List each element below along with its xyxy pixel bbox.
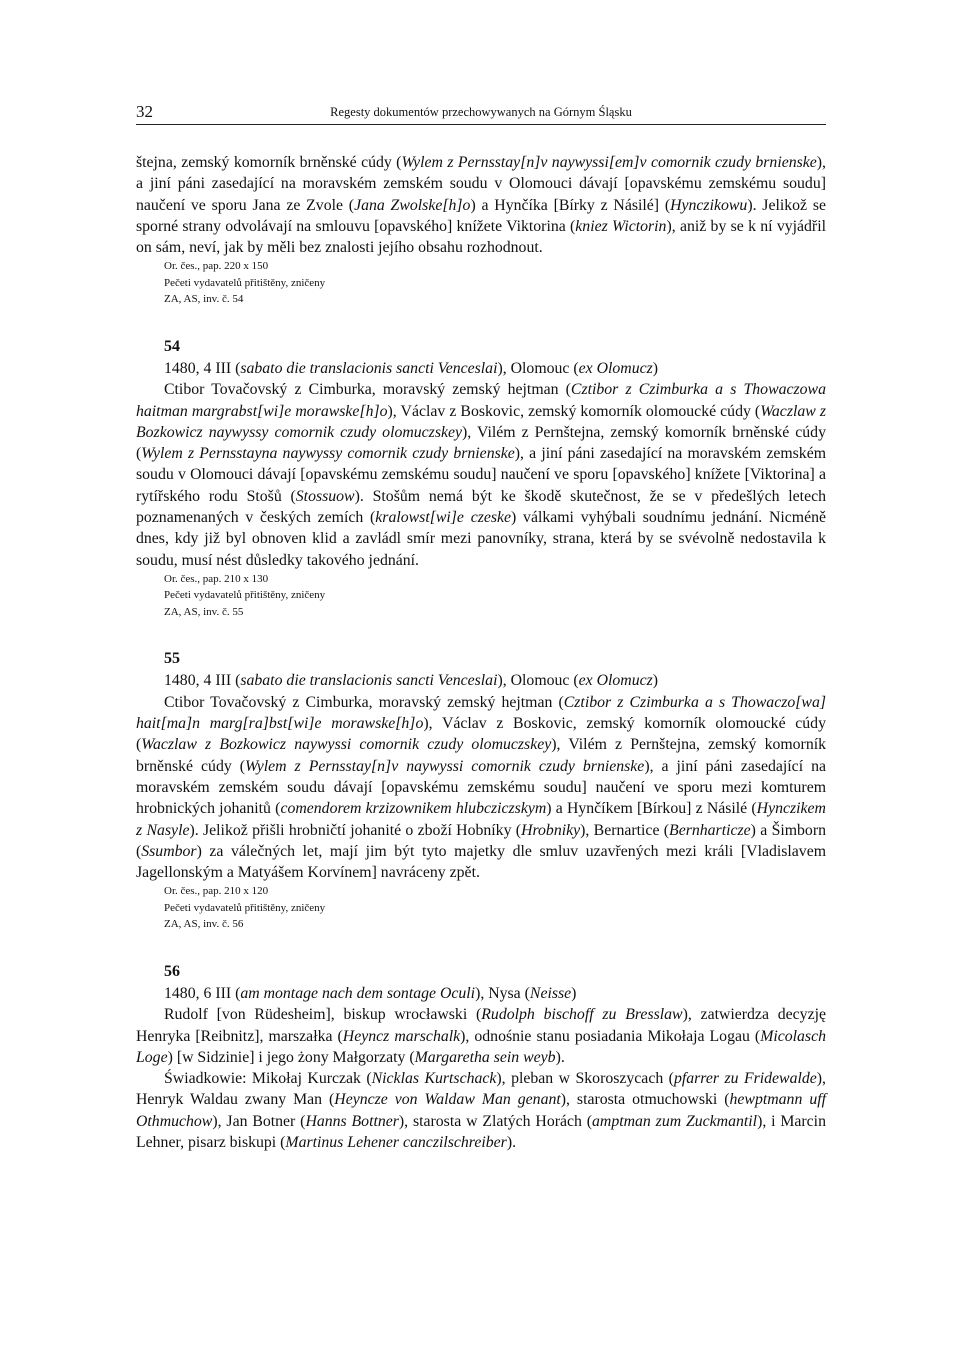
entry-date: 1480, 6 III (am montage nach dem sontage Oculi), Nysa (Neisse) [164,984,577,1002]
entry-53-text: štejna, zemský komorník brněnské cúdy (Wylem z Pernsstay[n]v naywyssi[em]v comornik czudy brnienske), a jiní páni zasedající na moravském zemském soudu v Olomouci dávají [opavskému zemskému soudu] naučení ve sporu Jana ze Zvole (Jana Zwolske[h]o) a Hynčíka [Bírky z Násilé] (Hynczikowu). Jelikož se sporné strany odvolávají na smlouvu [opavského] knížete Viktorina (kniez Wictorin), aniž by se k ní vyjádřil on sám, neví, jak by měli bez znalosti jejího obsahu rozhodnout. [136,154,827,257]
entry-date: 1480, 4 III (sabato die translacionis sancti Venceslai), Olomouc (ex Olomucz) [164,672,659,690]
entry-54 [136,336,826,620]
entry-53-meta-2: Pečeti vydavatelů přitištěny, zničeny [164,276,326,289]
entry-number: 56 [164,962,180,980]
entry-number: 55 [164,650,180,668]
entry-meta-1: Or. čes., pap. 210 x 130 [164,572,269,585]
page-number: 32 [136,102,153,121]
entry-meta-3: ZA, AS, inv. č. 55 [164,605,244,618]
entry-53-meta-3: ZA, AS, inv. č. 54 [164,293,244,306]
entry-text: Ctibor Tovačovský z Cimburka, moravský zemský hejtman (Cztibor z Czimburka a s Thowaczo[wa] hait[ma]n marg[ra]bst[wi]e morawske[h]o), Václav z Boskovic, zemský komorník olomoucké cúdy (Waczlaw z Bozkowicz naywyssi comornik czudy olomuczskey), Vilém z Pernštejna, zemský komorník brněnské cúdy (Wylem z Pernsstay[n]v naywyssi comornik czudy brnienske), a jiní páni zasedající na moravském zemském soudu dávají [opavskému zemskému soudu] naučení ve sporu mezi komturem hrobnických johanitů (comendorem krzizownikem hlubcziczskym) a Hynčíkem [Bírkou] z Násilé (Hynczikem z Nasyle). Jelikož přišli hrobničtí johanité o zboží Hobníky (Hrobniky), Bernartice (Bernharticze) a Šimborn (Ssumbor) za válečných let, mají jim být tyto majetky dle smluv uzavřených mezi králi [Vladislavem Jagellonským a Matyášem Korvínem] navráceny zpět. [136,693,827,882]
entry-53-meta-1: Or. čes., pap. 220 x 150 [164,260,269,273]
entry-meta-1: Or. čes., pap. 210 x 120 [164,885,269,898]
entry-53-continuation [136,152,826,308]
document-body [136,152,826,1153]
entry-meta-2: Pečeti vydavatelů přitištěny, zničeny [164,589,326,602]
entry-text: Rudolf [von Rüdesheim], biskup wrocławski (Rudolph bischoff zu Bresslaw), zatwierdza decyzję Henryka [Reibnitz], marszałka (Heyncz marschalk), odnośnie stanu posiadania Mikołaja Logau (Micolasch Loge) [w Sidzinie] i jego żony Małgorzaty (Margaretha sein weyb). [136,1006,826,1066]
page-header [136,102,826,125]
entry-text: Ctibor Tovačovský z Cimburka, moravský zemský hejtman (Cztibor z Czimburka a s Thowaczowa haitman margrabst[wi]e morawske[h]o), Václav z Boskovic, zemský komorník olomoucké cúdy (Waczlaw z Bozkowicz naywyssy comornik czudy olomuczskey), Vilém z Pernštejna, zemský komorník brněnské cúdy (Wylem z Pernsstayna naywyssy comornik czudy brnienske), a jiní páni zasedající na moravském zemském soudu v Olomouci dávají [opavskému zemskému soudu] naučení ve sporu [opavského] knížete [Viktorina] a rytířského rodu Stošů (Stossuow). Stošům nemá být ke škodě skutečnost, že se v předešlých letech poznamenaných v českých zemích (kralowst[wi]e czeske) válkami vyhýbali soudnímu jednání. Nicméně dnes, kdy již byl obnoven klid a zavládl smír mezi panovníky, strana, která by se svévolně nedostavila k soudu, musí nést důsledky takového jednání. [136,381,827,569]
entry-witnesses: Świadkowie: Mikołaj Kurczak (Nicklas Kurtschack), pleban w Skoroszycach (pfarrer zu Fridewalde), Henryk Waldau zwany Man (Heyncze von Waldaw Man genant), starosta otmuchowski (hewptmann uff Othmuchow), Jan Botner (Hanns Bottner), starosta w Zlatých Horách (amptman zum Zuckmantil), i Marcin Lehner, pisarz biskupi (Martinus Lehener canczilschreiber). [136,1070,827,1151]
running-title: Regesty dokumentów przechowywanych na Górnym Śląsku [330,105,632,119]
entry-meta-3: ZA, AS, inv. č. 56 [164,918,244,931]
entry-56 [136,961,826,1153]
entry-date: 1480, 4 III (sabato die translacionis sancti Venceslai), Olomouc (ex Olomucz) [164,359,659,377]
entry-55 [136,648,826,932]
entry-number: 54 [164,337,180,355]
entry-meta-2: Pečeti vydavatelů přitištěny, zničeny [164,901,326,914]
